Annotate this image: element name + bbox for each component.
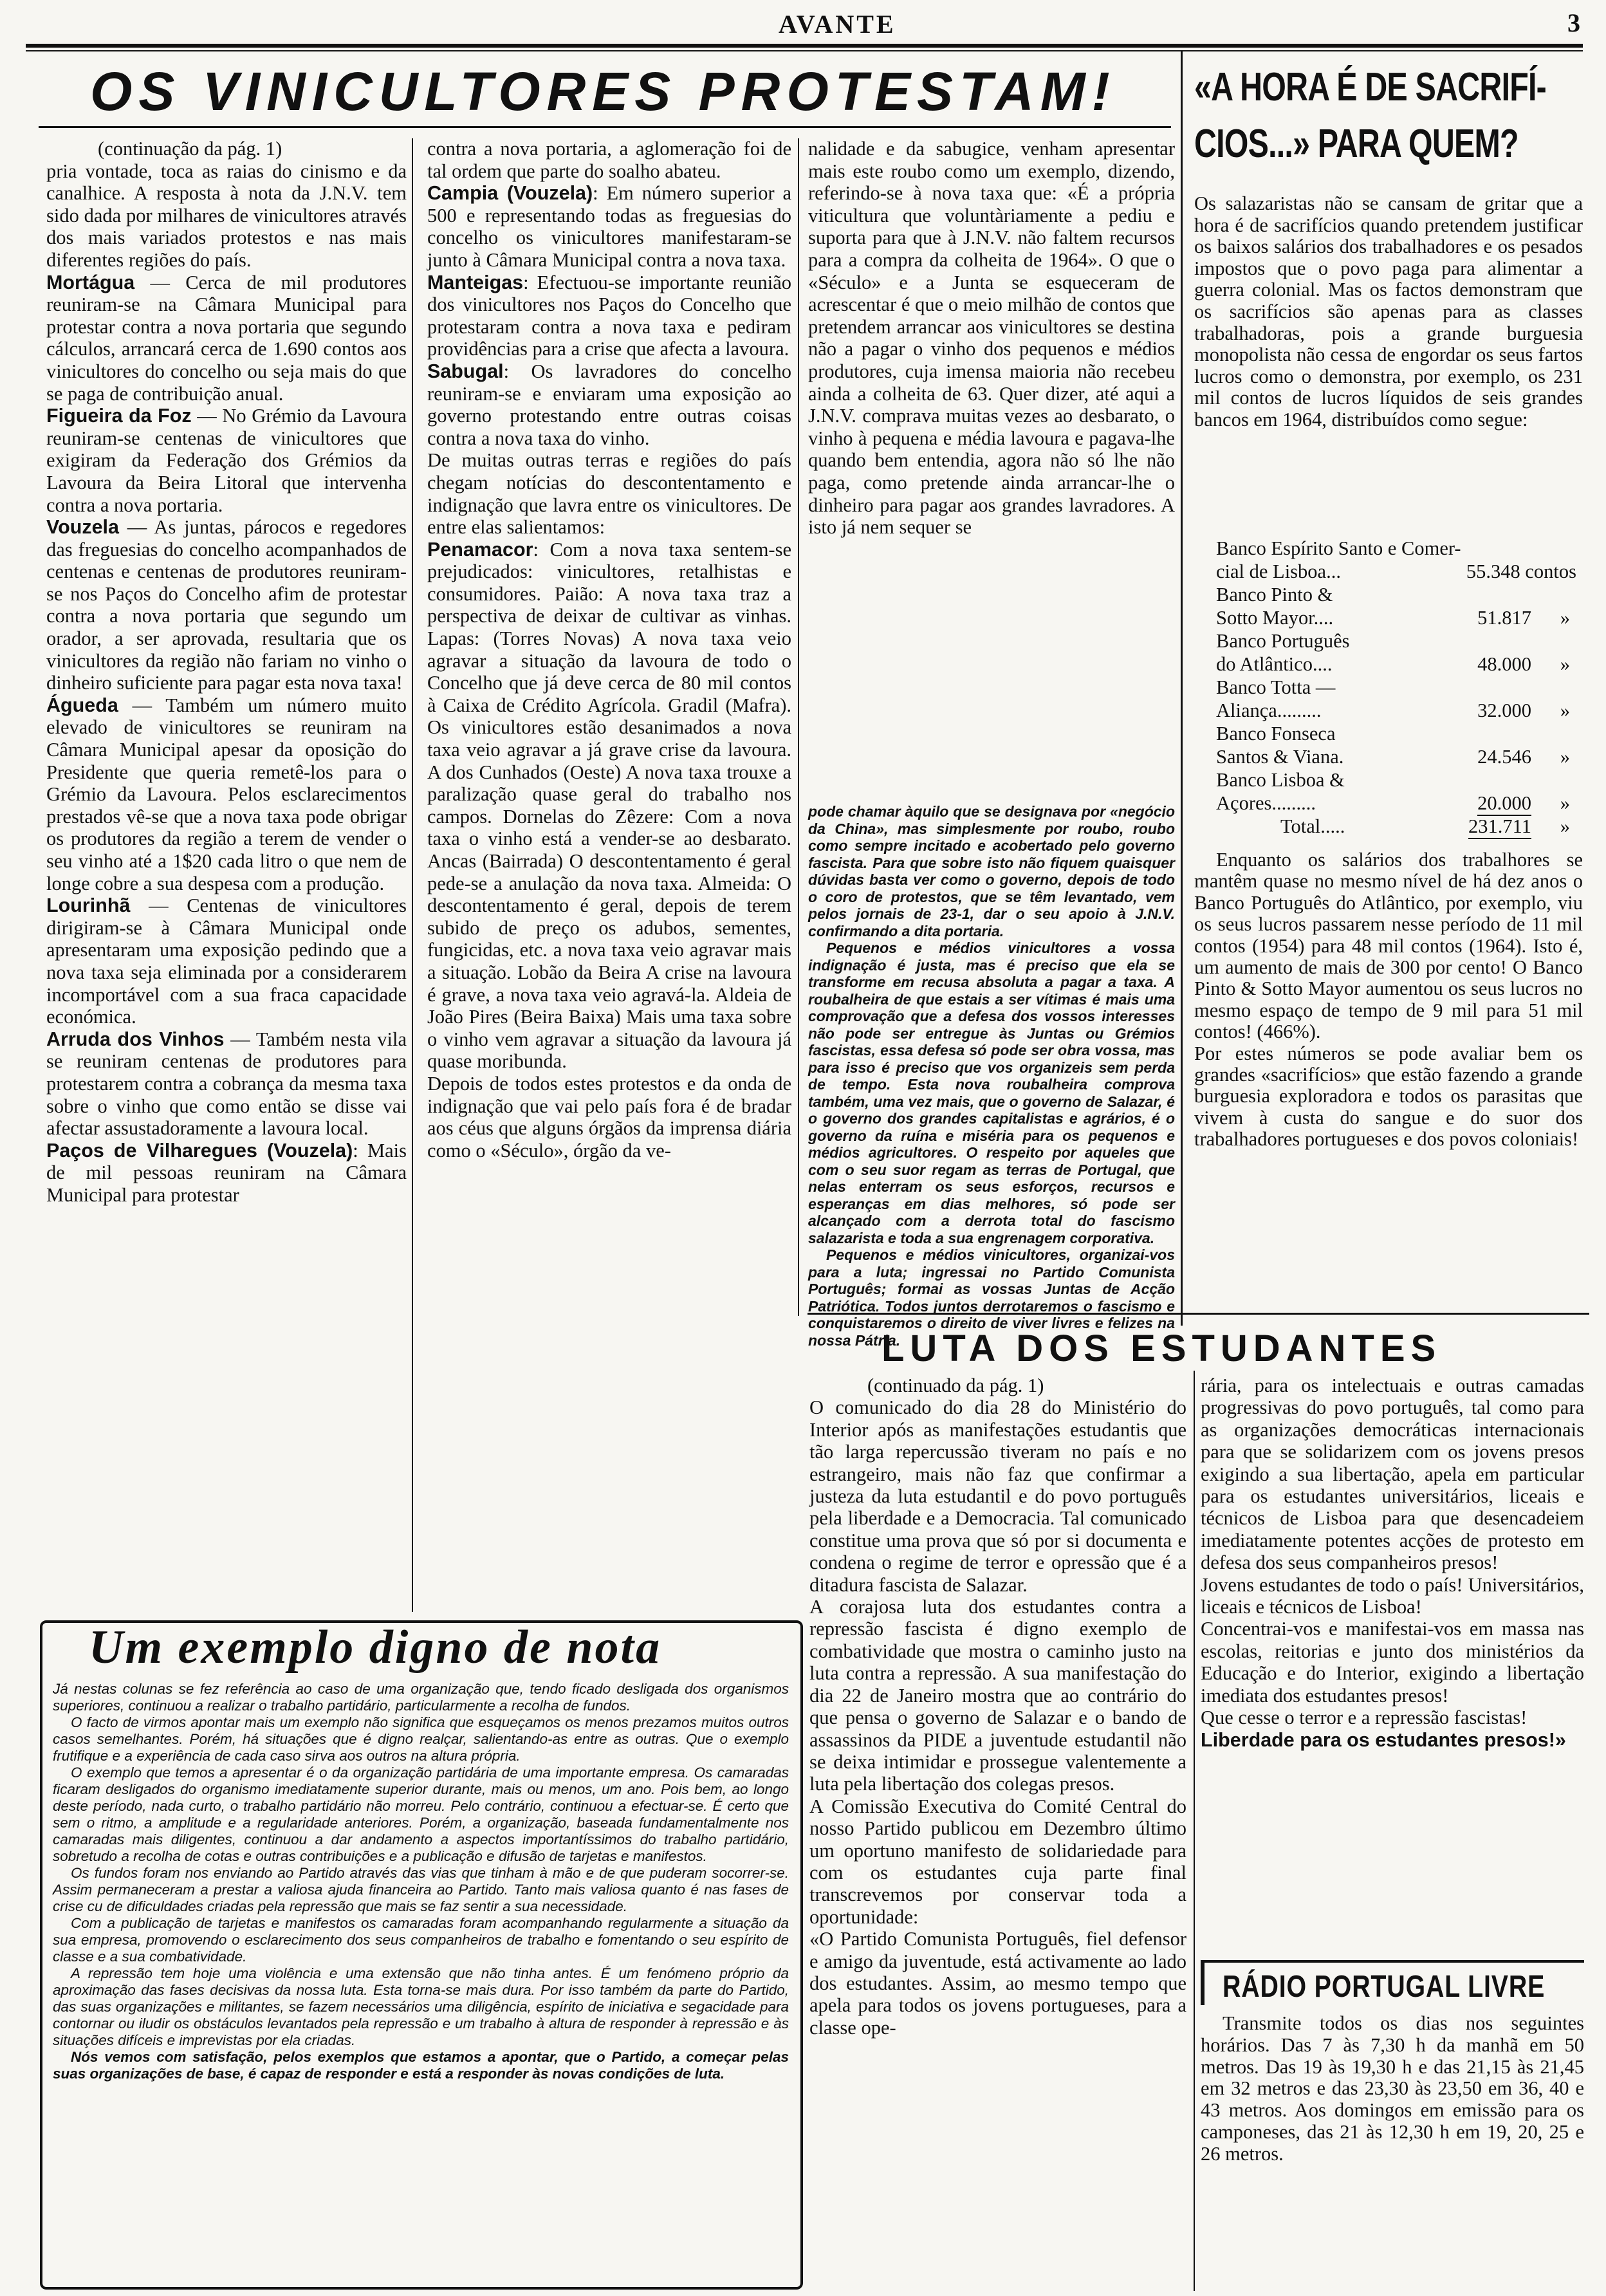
bank-profits-table: [1216, 537, 1576, 838]
paragraph: A repressão tem hoje uma violência e uma extensão que não tinha antes. É um fenómeno próprio da aproximação das fases decisivas da nossa luta. Esta torna-se mais dura. Por isso também da parte do Partido, das suas organizações e militantes, se fazem necessários uma diligência, espírito de iniciativa e segacidade para contornar ou iludir os obstáculos levantados pela repressão e um trabalho à altura de responder à repressão e às situações difíceis e imprevistas por ela criadas.: [53, 1965, 789, 2048]
table-row: Banco Português do Atlântico.... 48.000 »: [1216, 630, 1570, 675]
continuation-note: (continuado da pág. 1): [867, 1375, 1044, 1396]
continuation-note: (continuação da pág. 1): [98, 138, 282, 160]
paragraph: Figueira da Foz — No Grémio da Lavoura reuniram-se centenas de vinicultores que exigiram da Federação dos Grémios da Lavoura da Beira Litoral que intervenha contra a nova portaria.: [46, 405, 407, 516]
paragraph: Os fundos foram nos enviando ao Partido através das vias que tinham à mão e de que puderam socorrer-se. Assim permaneceram a prestar a valiosa ajuda financeira ao Partido. Tanto mais valiosa quanto é nas fases de crise cu de dificuldades criadas pela repressão que mais se faz sentir a sua necessidade.: [53, 1865, 789, 1914]
paragraph: Que cesse o terror e a repressão fascistas!: [1201, 1707, 1528, 1729]
article-column-3-small-print: [808, 803, 1175, 1349]
column-rule: [1194, 1371, 1195, 2291]
page-header: [0, 0, 1606, 64]
radio-body: Transmite todos os dias nos seguintes horários. Das 7 às 7,30 h da manhã em 50 metros. Das 19 às 19,30 h e das 21,15 às 21,45 em 32 metros e das 23,30 às 23,50 em 36, 40 e 43 metros. Aos domingos em emissão para os camponeses, das 21 às 12,30 h em 19, 20, 25 e 26 metros.: [1201, 2012, 1584, 2165]
paragraph: De muitas outras terras e regiões do país chegam notícias do descontentamento e indignação que lavra entre os vinicultores. De entre elas salientamos:: [427, 449, 791, 539]
paragraph: O comunicado do dia 28 do Ministério do Interior após as manifestações estudantis que tão larga repercussão tiveram no país e no estrangeiro, mais não faz que confirmar a justeza da luta estudantil e do povo português pela liberdade e a Democracia. Tal comunicado constitue uma prova que só por si documenta e condena o regime de terror e opressão que é a ditadura fascista de Salazar.: [809, 1396, 1186, 1596]
main-headline: OS VINICULTORES PROTESTAM!: [90, 61, 1116, 122]
sidebar-title: [1194, 59, 1591, 172]
paragraph: Jovens estudantes de todo o país! Universitários, liceais e técnicos de Lisboa!: [1201, 1573, 1584, 1618]
paragraph: Nós vemos com satisfação, pelos exemplos que estamos a apontar, que o Partido, a começar pelas suas organizações de base, é capaz de responder e está a responder às novas condições de luta.: [53, 2049, 789, 2082]
paragraph: Já nestas colunas se fez referência ao caso de uma organização que, tendo ficado desligada dos organismos superiores, continuou a realizar o trabalho partidário, particularmente a recolha de fundos.: [53, 1681, 789, 1714]
paragraph: Manteigas: Efectuou-se importante reunião dos vinicultores nos Paços do Concelho que protestaram contra a nova taxa e pediram providências para a crise que afecta a lavoura.: [427, 271, 791, 360]
paragraph: contra a nova portaria, a aglomeração foi de tal ordem que parte do soalho abateu.: [427, 138, 791, 182]
paragraph: Arruda dos Vinhos — Também nesta vila se reuniram centenas de produtores para protestarem contra a cobrança da mesma taxa sobre o vinho que como então se disse vai afectar assustadoramente a lavoura local.: [46, 1028, 407, 1140]
article-column-3: [808, 138, 1175, 846]
sidebar-body: Enquanto os salários dos trabalhores se mantêm quase no mesmo nível de há dez anos o Banco Português do Atlântico, por exemplo, viu os seus lucros passarem nesse período de 11 mil contos (1954) para 48 mil contos (1964). Isto é, um aumento de mais de 300 por cento! O Banco Pinto & Sotto Mayor aumentou os seus lucros no mesmo espaço de tempo de 9 mil para 51 mil contos! (466%). Por estes números se pode avaliar bem os grandes «sacrifícios» que estão fazendo a grande burguesia exploradora e todos os parasitas que vivem à custa do sangue e do suor dos trabalhadores portugueses e dos povos coloniais!: [1194, 849, 1583, 1151]
radio-side-rule: [1201, 1960, 1204, 2005]
paragraph: A corajosa luta dos estudantes contra a repressão fascista é digno exemplo de combatividade que mostra o caminho justo na luta contra a repressão. A sua manifestação do dia 22 de Janeiro mostra que ao contrário do que pensa o governo de Salazar e o bando de assassinos da PIDE a juventude estudantil não se deixa intimidar e prossegue valentemente a luta pela libertação dos colegas presos.: [809, 1596, 1186, 1795]
paragraph: O exemplo que temos a apresentar é o da organização partidária de uma importante empresa. Os camaradas ficaram desligados do organismo imediatamente superior durante, mais ou menos, um ano. Pois bem, ao longo deste período, nada curto, o trabalho partidário não morreu. Pelo contrário, continuou a efectuar-se. É certo que sem o ritmo, a amplitude e a regularidade anteriores. Porém, a organização, baseada fundamentalmente nos camaradas mais diligentes, continuou a dar andamento a aspectos importantíssimos do trabalho partidário, sobretudo a recolha de cotas e outras contribuições e a publicação e difusão de tarjetas e manifestos.: [53, 1764, 789, 1864]
sidebar-title-line: CIOS...» PARA QUEM?: [1194, 122, 1518, 166]
sidebar-title-line: «A HORA É DE SACRIFÍ-: [1194, 65, 1546, 109]
exemplo-title: Um exemplo digno de nota: [89, 1621, 662, 1674]
paragraph: nalidade e da sabugice, venham apresentar mais este roubo como um exemplo, dizendo, referindo-se à nova taxa que: «É a própria viticultura que voluntàriamente a pediu e suporta para que à J.N.V. não faltem recursos para a compra da colheita de 1964». O que o «Século» e a Junta se esqueceram de acrescentar é que o meio milhão de contos que pretendem arrancar aos vinicultores se destina não a pagar o vinho dos pequenos e médios produtores, cuja imensa maioria não recebeu ainda a colheita de 63. Quer dizer, até aqui a J.N.V. comprava muitas vezes ao desbarato, o vinho à pequena e média lavoura e pagava-lhe quando bem entendia, agora não só lhe não paga, como pretende ainda arrancar-lhe o dinheiro para pagar aos grandes lavradores. A isto já nem sequer se: [808, 138, 1175, 539]
paragraph: pria vontade, toca as raias do cinismo e da canalhice. A resposta à nota da J.N.V. tem sido dada por milhares de vinicultores através dos mais variados protestos e nas mais diferentes regiões do país.: [46, 160, 407, 271]
table-row: Banco Pinto & Sotto Mayor.... 51.817 »: [1216, 584, 1570, 629]
article-column-1: [46, 138, 407, 1618]
radio-rule: [1201, 1960, 1584, 1963]
table-row: Banco Lisboa & Açores......... 20.000 »: [1216, 768, 1576, 815]
sidebar-intro: Os salazaristas não se cansam de gritar que a hora é de sacrifícios quando pretendem justificar os baixos salários dos trabalhadores e os pesados impostos que o povo paga para alimentar a guerra colonial. Mas os factos demonstram que os sacrifícios são apenas para as classes trabalhadoras, pois a grande burguesia monopolista não cessa de engordar os seus fartos lucros como o demonstra, por exemplo, os 231 mil contos de lucros líquidos de seis grandes bancos em 1964, distribuídos como segue:: [1194, 192, 1583, 430]
table-row: Banco Fonseca Santos & Viana. 24.546 »: [1216, 723, 1570, 768]
column-rule: [412, 138, 413, 1612]
paragraph: O facto de virmos apontar mais um exemplo não significa que esqueçamos os menos prezamos muitos outros casos semelhantes. Porém, há situações que é digno realçar, salientando-as entre as outras. Que o exemplo frutifique e a experiência de cada caso sirva aos outros na altura própria.: [53, 1714, 789, 1764]
paragraph: «O Partido Comunista Português, fiel defensor e amigo da juventude, está activamente ao lado dos estudantes. Assim, ao mesmo tempo que apela para todos os jovens portugueses, para a classe ope-: [809, 1928, 1186, 2039]
paragraph: Concentrai-vos e manifestai-vos em massa nas escolas, reitorias e junto dos ministérios da Educação e do Interior, exigindo a libertação imediata dos estudantes presos!: [1201, 1618, 1584, 1707]
luta-column-1: [809, 1375, 1186, 2288]
luta-column-2: [1201, 1375, 1584, 1954]
radio-title: RÁDIO PORTUGAL LIVRE: [1223, 1970, 1546, 2004]
headline-rule: [39, 126, 1171, 128]
page-number: 3: [1567, 8, 1580, 37]
paragraph: Sabugal: Os lavradores do concelho reuniram-se e enviaram uma exposição ao governo protestando entre outras coisas contra a nova taxa do vinho.: [427, 360, 791, 449]
header-rule-thin: [26, 50, 1583, 51]
slogan: Liberdade para os estudantes presos!»: [1201, 1728, 1566, 1751]
table-row: Banco Totta — Aliança......... 32.000 »: [1216, 676, 1570, 721]
paragraph: Com a publicação de tarjetas e manifestos os camaradas foram acompanhando regularmente a situação da sua empresa, promovendo o esclarecimento dos seus companheiros de trabalho e fomentando o seu espírito de classe e a sua combatividade.: [53, 1915, 789, 1965]
paragraph: Pequenos e médios vinicultores a vossa indignação é justa, mas é preciso que ela se transforme em recusa absoluta a pagar a taxa. A roubalheira de que estais a ser vítimas é mais uma comprovação que a defesa dos vossos interesses não pode ser entregue às Juntas ou Grémios fascistas, essa defesa só pode ser obra vossa, mas para isso é preciso que vos organizeis sem perda de tempo. Esta nova roubalheira comprova também, uma vez mais, que o governo de Salazar, é o governo dos grandes capitalistas e agrários, é o governo da ruína e miséria para os pequenos e médios agricultores. O respeito por aqueles que com o seu suor regam as terras de Portugal, que nelas enterram os seus esforços, recursos e esperanças em dias melhores, só pode ser alcançado com a derrota total do fascismo salazarista e toda a sua engrenagem corporativa.: [808, 940, 1175, 1246]
paragraph: Paços de Vilharegues (Vouzela): Mais de mil pessoas reuniram na Câmara Municipal para protestar: [46, 1139, 407, 1206]
table-row: Banco Espírito Santo e Comer- cial de Lisboa... 55.348 contos: [1216, 537, 1576, 582]
column-rule: [1181, 51, 1183, 1326]
column-rule: [798, 138, 799, 1316]
paragraph: Lourinhã — Centenas de vinicultores dirigiram-se à Câmara Municipal onde apresentaram uma exposição pedindo que a nova taxa seja eliminada por a considerarem incomportável com a sua fraca capacidade económica.: [46, 894, 407, 1028]
paragraph: Depois de todos estes protestos e da onda de indignação que vai pelo país fora é de bradar aos céus que alguns órgãos da imprensa diária como o «Século», órgão da ve-: [427, 1072, 791, 1162]
paragraph: pode chamar àquilo que se designava por «negócio da China», mas simplesmente por roubo, roubo como sempre incitado e acobertado pelo governo fascista. Para que sobre isto não fiquem quaisquer dúvidas basta ver como o governo, depois de todo o coro de protestos, que se têm levantado, vem pelos jornais de 23-1, dar o seu apoio à J.N.V. confirmando a dita portaria.: [808, 803, 1175, 940]
header-rule: [26, 44, 1583, 48]
table-total-row: Total..... 231.711 »: [1216, 815, 1576, 838]
luta-headline: LUTA DOS ESTUDANTES: [881, 1328, 1442, 1369]
masthead: AVANTE: [779, 10, 896, 39]
paragraph: Mortágua — Cerca de mil produtores reuniram-se na Câmara Municipal para protestar contra a nova portaria que segundo cálculos, arrancará cerca de 1.690 contos aos vinicultores do concelho ou seja mais do que se paga de contribuição anual.: [46, 271, 407, 405]
paragraph: Pequenos e médios vinicultores, organizai-vos para a luta; ingressai no Partido Comunista Português; formai as vossas Juntas de Acção Patriótica. Todos juntos derrotaremos o fascismo e conquistaremos o direito de viver livres e felizes na nossa Pátria.: [808, 1246, 1175, 1349]
exemplo-body: [53, 1681, 789, 2279]
article-column-2: [427, 138, 791, 1618]
paragraph: rária, para os intelectuais e outras camadas progressivas do povo português, tal como para as organizações democráticas internacionais para que se solidarizem com os jovens presos exigindo a sua libertação, apela em particular para os estudantes universitários, liceais e técnicos de Lisboa para que desencadeiem imediatamente potentes acções de protesto em defesa dos seus companheiros presos!: [1201, 1375, 1584, 1574]
paragraph: Águeda — Também um número muito elevado de vinicultores se reuniram na Câmara Municipal apesar da oposição do Presidente que queria remetê-los para o Grémio da Lavoura. Pelos esclarecimentos prestados vê-se que a nova taxa pode obrigar os produtores da região a terem de vender o seu vinho até a 1$20 cada litro o que nem de longe cobre a sua despesa com a produção.: [46, 694, 407, 894]
paragraph: Penamacor: Com a nova taxa sentem-se prejudicados: vinicultores, retalhistas e consumidores. Paião: A nova taxa traz a perspectiva de deixar de cultivar as vinhas. Lapas: (Torres Novas) A nova taxa veio agravar a situação da lavoura de todo o Concelho que já deve cerca de 80 mil contos à Caixa de Crédito Agrícola. Gradil (Mafra). Os vinicultores estão desanimados a nova taxa veio agravar a já grave crise da lavoura. A dos Cunhados (Oeste) A nova taxa trouxe a paralização quase geral do trabalho nos campos. Dornelas do Zêzere: Com a nova taxa o vinho está a vender-se ao desbarato. Ancas (Bairrada) O descontentamento é geral pede-se a anulação da nova taxa. Almeida: O descontentamento é geral, depois de terem subido de preço os adubos, sementes, fungicidas, etc. a nova taxa veio agravar mais a situação. Lobão da Beira A crise na lavoura é grave, a nova taxa veio agravá-la. Aldeia de João Pires (Beira Baixa) Mais uma taxa sobre o vinho vem agravar a situação da lavoura já quase moribunda.: [427, 538, 791, 1073]
paragraph: Vouzela — As juntas, párocos e regedores das freguesias do concelho acompanhados de centenas e centenas de produtores reuniram-se nos Paços do Concelho afim de protestar contra a nova portaria que segundo um orador, a ser aprovada, resultaria que os vinicultores da região não fariam no vinho o dinheiro suficiente para pagar esta nova taxa!: [46, 516, 407, 694]
paragraph: A Comissão Executiva do Comité Central do nosso Partido publicou em Dezembro último um oportuno manifesto de solidariedade para com os estudantes cuja parte final transcrevemos por conservar toda a oportunidade:: [809, 1795, 1186, 1928]
paragraph: Campia (Vouzela): Em número superior a 500 e representando todas as freguesias do concelho os vinicultores manifestaram-se junto à Câmara Municipal contra a nova taxa.: [427, 182, 791, 271]
